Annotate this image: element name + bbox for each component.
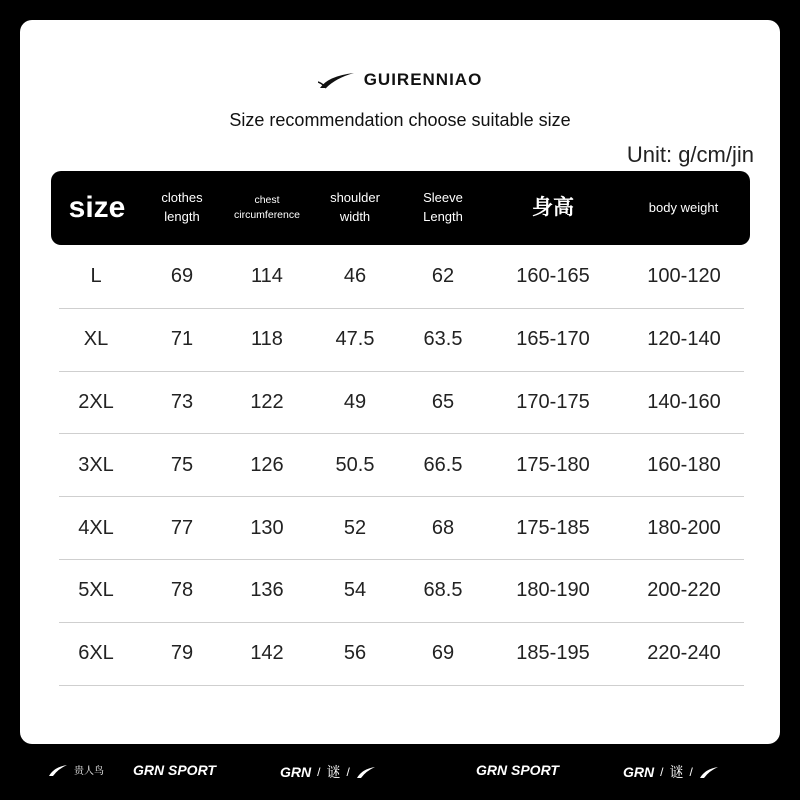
cell-weight: 200-220 bbox=[647, 579, 721, 602]
cell-clothes-length: 78 bbox=[170, 579, 194, 602]
cell-height: 175-185 bbox=[516, 516, 590, 539]
cell-clothes-length: 75 bbox=[170, 453, 194, 476]
cell-weight: 180-200 bbox=[647, 516, 721, 539]
cell-weight: 140-160 bbox=[647, 390, 721, 413]
cell-chest: 118 bbox=[251, 328, 283, 351]
cell-size: 5XL bbox=[78, 579, 114, 602]
cell-sleeve: 68.5 bbox=[423, 579, 463, 602]
cell-weight: 100-120 bbox=[647, 265, 721, 288]
cell-chest: 122 bbox=[250, 390, 284, 413]
footer-grn-group-2: GRN / 谜 / bbox=[623, 762, 719, 782]
cell-sleeve: 63.5 bbox=[423, 328, 463, 351]
footer-grn-sport-2: GRN SPORT bbox=[476, 762, 559, 778]
bird-logo-icon bbox=[318, 70, 356, 90]
cell-sleeve: 65 bbox=[431, 390, 455, 413]
cell-height: 170-175 bbox=[516, 390, 590, 413]
header-shoulder-width: shoulder width bbox=[330, 190, 380, 224]
cell-chest: 130 bbox=[250, 516, 284, 539]
table-row bbox=[59, 497, 744, 560]
cell-height: 180-190 bbox=[516, 579, 590, 602]
cell-shoulder: 47.5 bbox=[335, 328, 375, 351]
header-body-weight: body weight bbox=[648, 199, 719, 215]
brand-header bbox=[0, 70, 800, 95]
cell-chest: 114 bbox=[251, 265, 283, 288]
cell-shoulder: 50.5 bbox=[335, 453, 375, 476]
cell-size: 3XL bbox=[78, 453, 114, 476]
cell-size: 6XL bbox=[78, 642, 114, 665]
cell-height: 185-195 bbox=[516, 642, 590, 665]
footer-cjk-mark: 谜 bbox=[669, 764, 684, 780]
footer-grn-group-1: GRN / 谜 / bbox=[280, 762, 376, 782]
cell-size: 2XL bbox=[78, 390, 114, 413]
cell-height: 165-170 bbox=[516, 328, 590, 351]
cell-height: 175-180 bbox=[516, 453, 590, 476]
cell-shoulder: 52 bbox=[343, 516, 367, 539]
bird-logo-icon bbox=[356, 765, 376, 779]
cell-size: 4XL bbox=[78, 516, 114, 539]
unit-label: Unit: g/cm/jin bbox=[626, 142, 754, 167]
cell-chest: 136 bbox=[250, 579, 284, 602]
cell-weight: 160-180 bbox=[647, 453, 721, 476]
table-row bbox=[59, 372, 744, 435]
cell-clothes-length: 77 bbox=[170, 516, 194, 539]
table-header bbox=[51, 171, 750, 245]
table-row bbox=[59, 623, 744, 686]
footer-cjk-mark: 谜 bbox=[326, 764, 341, 780]
cell-height: 160-165 bbox=[516, 265, 590, 288]
table-row bbox=[59, 560, 744, 623]
cell-chest: 142 bbox=[250, 642, 284, 665]
cell-shoulder: 54 bbox=[343, 579, 367, 602]
cell-sleeve: 62 bbox=[431, 265, 455, 288]
cell-sleeve: 69 bbox=[431, 642, 455, 665]
cell-sleeve: 66.5 bbox=[423, 453, 463, 476]
footer-logo-text: 贵人鸟 bbox=[74, 766, 104, 777]
cell-shoulder: 56 bbox=[343, 642, 367, 665]
cell-size: L bbox=[90, 265, 102, 288]
cell-shoulder: 46 bbox=[343, 265, 367, 288]
footer-brand-strip bbox=[0, 752, 800, 792]
cell-shoulder: 49 bbox=[343, 390, 367, 413]
page-subtitle: Size recommendation choose suitable size bbox=[229, 110, 571, 130]
cell-weight: 220-240 bbox=[647, 642, 721, 665]
footer-grn-sport-1: GRN SPORT bbox=[133, 762, 216, 778]
brand-name: GUIRENNIAO bbox=[363, 70, 483, 89]
cell-clothes-length: 79 bbox=[170, 642, 194, 665]
header-clothes-length: clothes length bbox=[161, 190, 203, 224]
table-row bbox=[59, 434, 744, 497]
footer-logo-guirenniao bbox=[48, 762, 104, 777]
size-table-body bbox=[59, 246, 744, 686]
header-chest-circumference: chest circumference bbox=[234, 193, 300, 221]
cell-clothes-length: 69 bbox=[170, 265, 194, 288]
cell-chest: 126 bbox=[250, 453, 284, 476]
cell-clothes-length: 71 bbox=[170, 328, 194, 351]
header-size: size bbox=[68, 191, 126, 225]
cell-weight: 120-140 bbox=[647, 328, 721, 351]
header-height: 身高 bbox=[532, 195, 574, 219]
bird-logo-icon bbox=[699, 765, 719, 779]
table-row bbox=[59, 309, 744, 372]
cell-size: XL bbox=[83, 328, 109, 351]
table-row bbox=[59, 246, 744, 309]
cell-sleeve: 68 bbox=[431, 516, 455, 539]
cell-clothes-length: 73 bbox=[170, 390, 194, 413]
bird-logo-icon bbox=[48, 763, 68, 777]
header-sleeve-length: Sleeve Length bbox=[423, 190, 463, 224]
